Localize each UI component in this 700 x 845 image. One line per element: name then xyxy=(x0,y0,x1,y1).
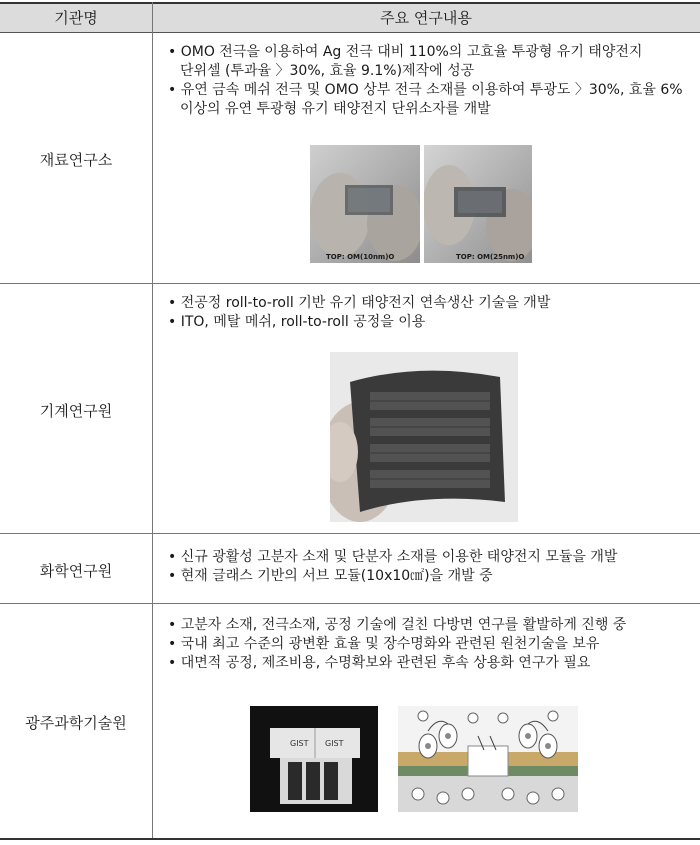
bullet-continuation: 단위셀 (투과율 〉30%, 효율 9.1%)제작에 성공 xyxy=(180,63,475,79)
gist-device-photo xyxy=(250,706,378,812)
research-content xyxy=(168,616,688,673)
column-divider xyxy=(152,2,153,840)
transparent-cell-photo-2 xyxy=(424,145,532,263)
table-header xyxy=(0,2,700,33)
bullet-item: • 전공정 roll-to-roll 기반 유기 태양전지 연속생산 기술을 개발 xyxy=(168,294,688,313)
table-row xyxy=(0,604,700,838)
table-row xyxy=(0,534,700,604)
header-research: 주요 연구내용 xyxy=(380,9,472,27)
photo-caption: TOP: OM(25nm)O xyxy=(456,253,525,261)
header-institution: 기관명 xyxy=(54,9,98,27)
institution-name: 재료연구소 xyxy=(39,151,113,169)
bullet-item: • 대면적 공정, 제조비용, 수명확보와 관련된 후속 상용화 연구가 필요 xyxy=(168,654,688,673)
transparent-cell-photo-1 xyxy=(310,145,420,263)
bullet-item: • 고분자 소재, 전극소재, 공정 기술에 걸친 다방면 연구를 활발하게 진행 중 xyxy=(168,616,688,635)
bullet-item: • ITO, 메탈 메쉬, roll-to-roll 공정을 이용 xyxy=(168,313,688,332)
table-row xyxy=(0,284,700,534)
institution-name: 화학연구원 xyxy=(39,562,113,580)
bullet-item: • 현재 글래스 기반의 서브 모듈(10x10㎠)을 개발 중 xyxy=(168,567,688,586)
bullet-item: • OMO 전극을 이용하여 Ag 전극 대비 110%의 고효율 투광형 유기 태양전지 xyxy=(168,43,688,62)
research-content xyxy=(168,43,688,119)
photo-caption: TOP: OM(10nm)O xyxy=(326,253,395,261)
research-content xyxy=(168,548,688,586)
device-label: GIST xyxy=(290,739,309,748)
device-structure-diagram xyxy=(398,706,578,812)
bullet-item: • 유연 금속 메쉬 전극 및 OMO 상부 전극 소재를 이용하여 투광도 〉30%, 효율 6% xyxy=(168,81,688,100)
flexible-solar-module-photo xyxy=(330,352,518,522)
institution-name: 광주과학기술원 xyxy=(25,714,127,732)
bullet-continuation: 이상의 유연 투광형 유기 태양전지 단위소자를 개발 xyxy=(180,101,491,117)
institution-name: 기계연구원 xyxy=(39,402,113,420)
bullet-item: • 신규 광활성 고분자 소재 및 단분자 소재를 이용한 태양전지 모듈을 개발 xyxy=(168,548,688,567)
bullet-item: • 국내 최고 수준의 광변환 효율 및 장수명화와 관련된 원천기술을 보유 xyxy=(168,635,688,654)
device-label: GIST xyxy=(325,739,344,748)
table-row xyxy=(0,33,700,284)
table-bottom-rule xyxy=(0,838,700,840)
research-content xyxy=(168,294,688,332)
